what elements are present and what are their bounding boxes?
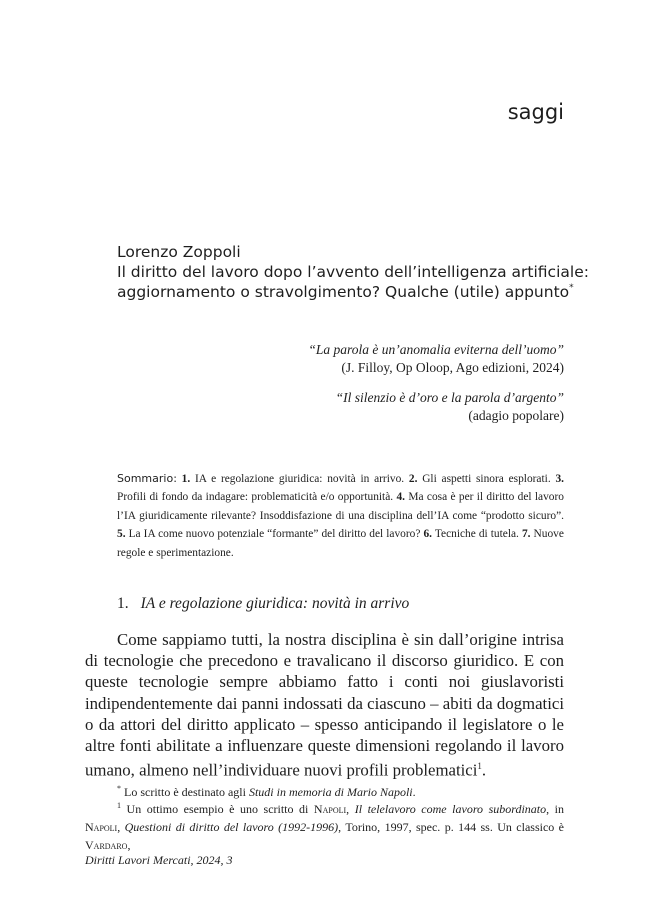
article-title-line-1: Il diritto del lavoro dopo l’avvento dell’intelligenza artificiale:: [117, 263, 589, 281]
summary-item: Profili di fondo da indagare: problematicità e/o opportunità.: [117, 491, 394, 504]
summary-item: Tecniche di tutela.: [434, 528, 519, 541]
section-title: IA e regolazione giuridica: novità in arrivo: [140, 595, 410, 612]
summary-label: Sommario:: [117, 472, 177, 485]
article-title-text: aggiornamento o stravolgimento? Qualche (utile) appunto: [117, 283, 570, 301]
footnote-ref: 1: [477, 761, 482, 772]
page-footer: Diritti Lavori Mercati, 2024, 3: [85, 853, 233, 867]
summary-item: La IA come nuovo potenziale “formante” del diritto del lavoro?: [128, 528, 421, 541]
summary-item: Nuove regole e sperimentazione.: [117, 528, 564, 559]
section-number: 1.: [117, 595, 129, 612]
footnote-1: $^1$ Un ottimo esempio è uno scritto di Napoli, Il telelavoro come lavoro subordinato, in Napoli, Questioni di diritto del lavoro (1992-1996), Torino, 1997, spec. p. 144 ss. Un classico è Vardaro,: [85, 801, 565, 852]
section-label: saggi: [507, 100, 564, 124]
article-author: Lorenzo Zoppoli: [117, 243, 241, 261]
section-heading: [117, 595, 409, 613]
epigraph-1-quote: “La parola è un’anomalia eviterna dell’uomo”: [308, 342, 564, 357]
epigraph-2-source: (adagio popolare): [468, 408, 564, 423]
summary-item: Gli aspetti sinora esplorati.: [422, 473, 551, 485]
summary-item: IA e regolazione giuridica: novità in arrivo.: [194, 473, 405, 485]
title-footnote-mark: *: [569, 282, 574, 293]
epigraph-1-source: (J. Filloy, Op Oloop, Ago edizioni, 2024): [341, 360, 564, 375]
footnote-star: * Lo scritto è destinato agli Studi in memoria di Mario Napoli.: [117, 784, 416, 799]
body-paragraph: Come sappiamo tutti, la nostra disciplina è sin dall’origine intrisa di tecnologie che precedono e travalicano il discorso giuridico. E con queste tecnologie sempre abbiamo fatto i conti noi giuslavoristi indipendentemente dai panni indossati da ciascuno – abiti da dogmatici o da attori del diritto applicato – spesso anticipando il legislatore o le altre fonti abilitate a influenzare queste dimensioni regolando il lavoro umano, almeno nell’individuare nuovi profili problematici$^1$.: [85, 630, 564, 780]
epigraph-2-quote: “Il silenzio è d’oro e la parola d’argento”: [335, 390, 564, 405]
summary: Sommario: 1. IA e regolazione giuridica: novità in arrivo. 2. Gli aspetti sinora esplorati. 3. Profili di fondo da indagare: problematicità e/o opportunità. 4. Ma cosa è per il diritto del lavoro l’IA giuridicamente rilevante? Insoddisfazione di una disciplina dell’IA come “prodotto sicuro”. 5. La IA come nuovo potenziale “formante” del diritto del lavoro? 6. Tecniche di tutela. 7. Nuove regole e sperimentazione.: [117, 472, 564, 559]
summary-item: Ma cosa è per il diritto del lavoro l’IA giuridicamente rilevante? Insoddisfazione di una disciplina dell’IA come “prodotto sicuro”.: [117, 491, 564, 522]
article-title-line-2: [117, 283, 574, 301]
